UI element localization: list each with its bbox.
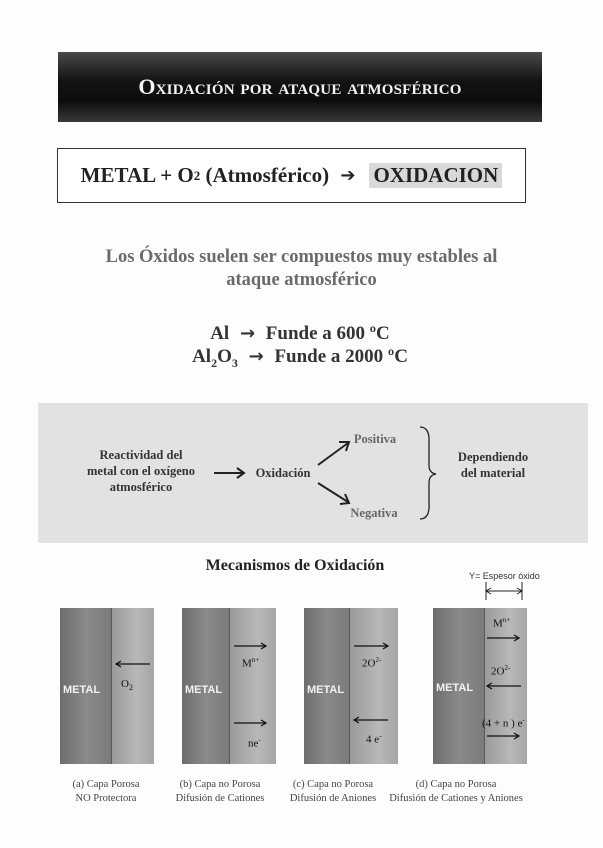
thickness-label: Y= Espesor óxido [469, 571, 540, 581]
melting-points [100, 322, 500, 375]
metal-label: METAL [63, 684, 101, 696]
oxidation-equation-box [57, 148, 526, 203]
positive-label: Positiva [353, 432, 397, 446]
metal-label: METAL [307, 684, 345, 696]
intro-text [60, 246, 543, 292]
mechanisms-title: Mecanismos de Oxidación [205, 557, 385, 574]
anion-electron-arrows [304, 608, 398, 764]
mixed-diffusion-arrows [433, 608, 527, 764]
oxidation-label: Oxidación [255, 466, 311, 480]
reactivity-text: Reactividad del metal con el oxígeno atmosférico [87, 448, 195, 494]
intro-line-2: ataque atmosférico [226, 270, 377, 290]
equation-left: METAL + O [80, 163, 194, 187]
metal-label: METAL [436, 682, 474, 694]
cation-electron-arrows [182, 608, 276, 764]
mechanism-d-caption: (d) Capa no Porosa Difusión de Cationes y Aniones [389, 779, 523, 804]
mechanism-b-caption: (b) Capa no Porosa Difusión de Cationes [175, 779, 265, 804]
page-title: Oxidación por ataque atmosférico [138, 74, 462, 99]
mechanism-c-diagram [304, 608, 398, 764]
mechanism-c-caption: (c) Capa no Porosa Difusión de Aniones [289, 779, 377, 804]
al2o3-melting-line: $Al_2O_3$ → Funde a 2000 ºC [192, 346, 408, 370]
cation-label: $M^{n+}$ [493, 616, 511, 630]
mechanism-a-caption: (a) Capa Porosa NO Protectora [72, 779, 140, 804]
thickness-dimension [484, 582, 534, 602]
electron-label: 4 e- [366, 732, 382, 746]
o2-label: $O_2$ [121, 678, 133, 693]
title-banner [58, 52, 542, 122]
al-melting-line: Al → Funde a 600 ºC [210, 323, 390, 344]
mechanism-b-diagram [182, 608, 276, 764]
equation-o2-subscript: 2 [193, 167, 201, 183]
equation-arrow: ➔ [340, 165, 356, 186]
electron-label: ne- [248, 736, 261, 750]
anion-label: $2O^{2-}$ [491, 664, 511, 678]
intro-line-1: Los Óxidos suelen ser compuestos muy estables al [105, 247, 498, 267]
mechanism-d-diagram [433, 608, 527, 764]
equation-result: OXIDACION [369, 163, 502, 188]
equation-middle: (Atmosférico) [200, 163, 335, 187]
reaction-panel [38, 403, 588, 543]
cation-label: $M^{n+}$ [242, 656, 260, 670]
depends-text: Dependiendo del material [457, 450, 529, 480]
mechanism-a-diagram [60, 608, 154, 764]
negative-label: Negativa [350, 506, 398, 520]
anion-label: $2O^{2-}$ [362, 656, 382, 670]
metal-label: METAL [185, 684, 223, 696]
o2-inward-arrow [60, 608, 154, 764]
electron-label: (4 + n ) e- [482, 716, 525, 730]
